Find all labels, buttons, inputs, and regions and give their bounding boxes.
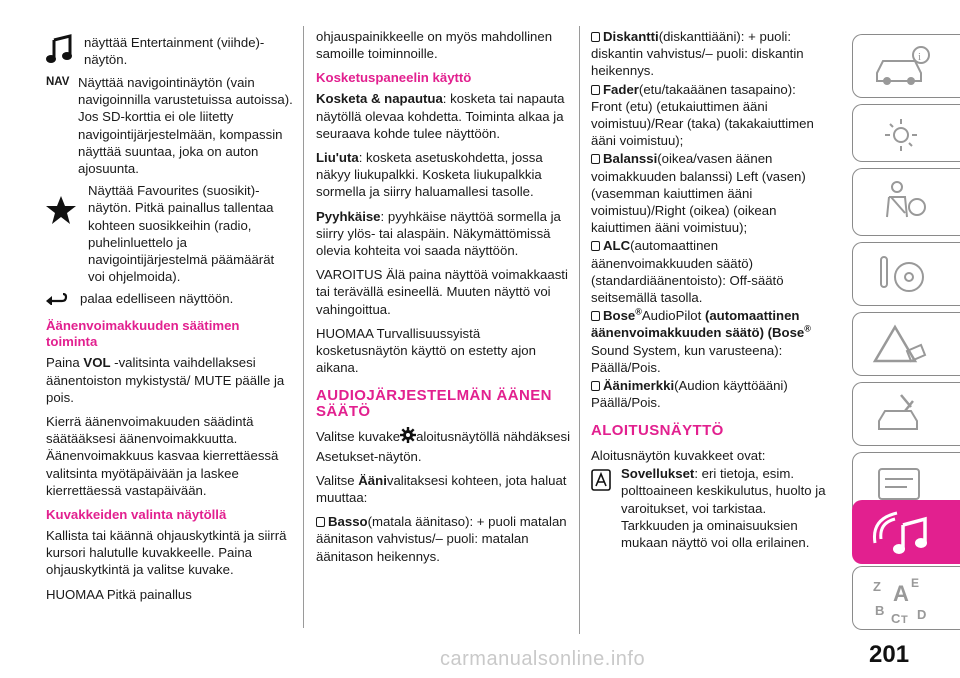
column-3 (591, 28, 827, 556)
fader-paragraph: Fader(etu/takaäänen tasapaino): Front (etu) (etukaiuttimen ääni voimistuu)/Rear (taka) (takakaiuttimen ääni voimistuu); (591, 81, 814, 149)
tab-dashboard-lights[interactable] (852, 104, 960, 162)
touch-panel-heading: Kosketuspaneelin käyttö (316, 70, 472, 86)
treble-paragraph: Diskantti(diskanttiääni): + puoli: diskantin vahvistus/– puoli: diskantin heikennys. (591, 29, 804, 79)
volume-paragraph-1: Paina VOL -valitsinta vaihdellaksesi äänentoiston mykistystä/ MUTE päälle ja pois. (46, 355, 285, 405)
entertainment-text: näyttää Entertainment (viihde)-näytön. (84, 35, 265, 68)
home-screen-heading: ALOITUSNÄYTTÖ (591, 422, 724, 440)
touch-swipe-paragraph: Pyyhkäise: pyyhkäise näyttöä sormella ja siirry ylös- tai alaspäin. Näkymättömissä olevia kohteita voi saada näyttöön. (316, 208, 561, 259)
control-continuation: ohjauspainikkeelle on myös mahdollinen samoille toiminnoille. (316, 29, 553, 62)
svg-text:D: D (917, 607, 927, 622)
checkbox-icon (591, 32, 600, 42)
svg-text:C: C (891, 611, 901, 625)
touch-slide-paragraph: Liu'uta: kosketa asetuskohdetta, jossa näkyy liukupalkki. Kosketa liukupalkkia sormella ja siirry haluamallesi tasolle. (316, 150, 543, 200)
multimedia-music-icon (871, 509, 941, 559)
volume-paragraph-2: Kierrä äänenvoimakuuden säädintä säätääksesi äänenvoimakkuutta. Äänenvoimakkuus kasvaa kierrettäessä valitsinta myötäpäivään ja laskee kierrettäessä vastapäivään. (46, 414, 279, 498)
tab-safety[interactable] (852, 168, 960, 236)
column-2 (316, 28, 572, 572)
tab-maintenance[interactable] (852, 382, 960, 446)
touch-tap-paragraph: Kosketa & napautua: kosketa tai napauta näytöllä olevaa kohdetta. Toiminta alkaa ja seuraava kohde tulee näyttöön. (316, 91, 565, 141)
wrench-car-icon (871, 391, 931, 439)
tab-emergency[interactable] (852, 312, 960, 376)
apps-entry (591, 465, 827, 551)
nav-entry (46, 74, 294, 177)
icon-select-heading: Kuvakkeiden valinta näytöllä (46, 507, 227, 523)
select-settings-paragraph: Valitse kuvake aloitusnäytöllä nähdäksesi Asetukset-näytön. (316, 429, 571, 464)
audio-heading: AUDIOJÄRJESTELMÄN ÄÄNEN SÄÄTÖ (316, 387, 552, 420)
gear-icon (400, 427, 416, 447)
beep-paragraph: Äänimerkki(Audion käyttöääni) Päällä/Pois. (591, 378, 788, 411)
favourites-text: Näyttää Favourites (suosikit)-näytön. Pitkä painallus tallentaa kohteen suosikkeihin (radio, puhelinluettelo ja navigointijärjestelmä päämäärät voi ohjelmoida). (88, 183, 275, 285)
back-text: palaa edelliseen näyttöön. (80, 291, 234, 307)
volume-heading: Äänenvoimakkuuden säätimen toiminta (46, 318, 240, 350)
page-number: 201 (869, 641, 910, 668)
icon-select-paragraph-1: Kallista tai käännä ohjauskytkintä ja siirrä kursori halutulle kuvakkeelle. Paina ohjauskytkintä ja valitse kuvake. (46, 528, 287, 578)
checkbox-icon (591, 85, 600, 95)
svg-text:A: A (893, 581, 909, 606)
icon-select-paragraph-2: HUOMAA Pitkä painallus (46, 586, 192, 602)
home-intro: Aloitusnäytön kuvakkeet ovat: (591, 447, 766, 463)
car-info-icon (871, 43, 931, 91)
tab-car-info[interactable] (852, 34, 960, 98)
checkbox-icon (591, 154, 600, 164)
note-paragraph: HUOMAA Turvallisuussyistä kosketusnäytön käyttö on estetty ajon aikana. (316, 325, 536, 376)
tab-starting-driving[interactable] (852, 242, 960, 306)
nav-text: Näyttää navigointinäytön (vain navigoinnilla varustetuissa autoissa). Jos SD-korttia ei ole liitetty navigointijärjestelmään, kompassin näyttää suuntaa, joka on auton ajosuunta. (78, 75, 293, 177)
svg-text:Z: Z (873, 579, 881, 594)
tab-multimedia[interactable] (852, 500, 960, 564)
tab-index[interactable] (852, 566, 960, 630)
warning-paragraph: VAROITUS Älä paina näyttöä voimakkaasti tai terävällä esineellä. Muuten näyttö voi vahingoittua. (316, 267, 568, 317)
music-note-icon (46, 34, 84, 69)
back-entry (46, 290, 294, 310)
checkbox-icon (591, 241, 600, 251)
apps-text: Sovellukset: eri tietoja, esim. polttoaineen keskikulutus, huolto ja varoitukset, voi tarkistaa. Tarkkuuden ja ominaisuuksien mukaan näyttö voi olla erilainen. (621, 466, 826, 550)
dashboard-lights-icon (871, 113, 931, 157)
balance-paragraph: Balanssi(oikea/vasen äänen voimakkuuden balanssi) Left (vasen) (vasemman kaiuttimen ääni voimistuu)/Right (oikea) (oikean kaiuttimen ääni voimistuu); (591, 151, 806, 236)
alc-paragraph: ALC(automaattinen äänenvoimakkuuden säätö) (standardiäänentoisto): Off-säätö seitsemällä tasolla. (591, 238, 784, 306)
entertainment-entry (46, 34, 294, 69)
steering-wheel-key-icon (871, 251, 931, 299)
checkbox-icon (316, 517, 325, 527)
column-1 (46, 28, 294, 610)
favourites-entry (46, 182, 294, 285)
svg-text:i: i (918, 51, 922, 63)
index-letters-icon (871, 575, 941, 625)
nav-label: NAV (46, 76, 70, 88)
svg-text:B: B (875, 603, 885, 618)
select-sound-paragraph: Valitse Äänivalitaksesi kohteen, jota haluat muuttaa: (316, 472, 567, 506)
bass-paragraph: Basso(matala äänitaso): + puoli matalan äänitason vahvistus/– puoli: matalan äänitason heikennys. (316, 514, 567, 564)
star-icon (46, 182, 88, 285)
bose-paragraph: Bose®AudioPilot (automaattinen äänenvoimakkuuden säätö) (Bose® Sound System, kun varusteena): Päällä/Pois. (591, 306, 811, 375)
back-arrow-icon (46, 290, 80, 310)
checkbox-icon (591, 311, 600, 321)
column-divider-2 (579, 26, 580, 634)
svg-text:E: E (911, 576, 920, 590)
svg-text:T: T (901, 614, 908, 625)
column-divider-1 (303, 26, 304, 628)
seatbelt-airbag-icon (871, 177, 931, 229)
watermark: carmanualsonline.info (440, 648, 646, 670)
warning-triangle-icon (871, 321, 931, 369)
apps-icon (591, 465, 621, 551)
checkbox-icon (591, 381, 600, 391)
